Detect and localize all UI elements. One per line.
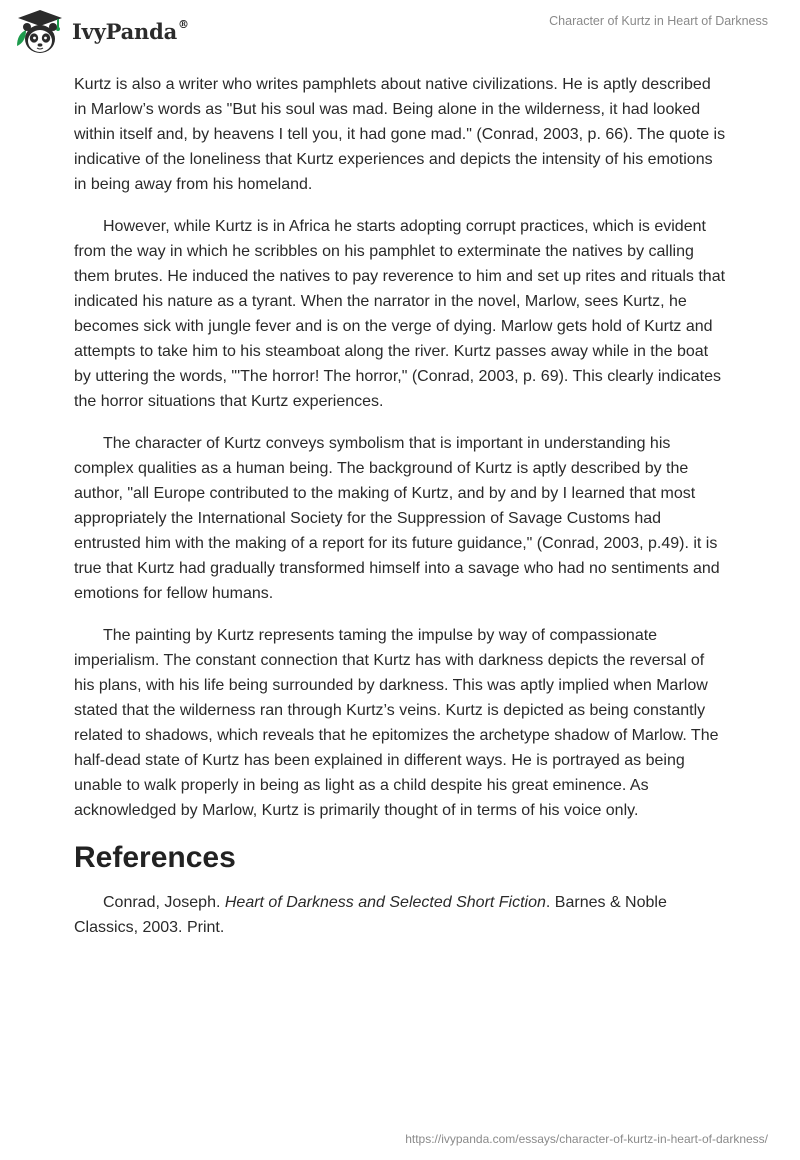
paragraph-1: Kurtz is also a writer who writes pamphlets about native civilizations. He is aptly described in Marlow’s words as "But his soul was mad. Being alone in the wilderness, it had looked within itself and, by heavens I tell you, it had gone mad." (Conrad, 2003, p. 66). The quote is indicative of the loneliness that Kurtz experiences and depicts the intensity of his emotions in being away from his homeland.	[74, 76, 726, 193]
essay-body	[74, 72, 726, 940]
registered-mark: ®	[178, 17, 189, 31]
reference-title: Heart of Darkness and Selected Short Fiction	[224, 894, 546, 911]
reference-entry	[74, 890, 726, 940]
panda-graduate-icon	[14, 8, 66, 56]
paragraph-3: The character of Kurtz conveys symbolism that is important in understanding his complex qualities as a human being. The background of Kurtz is aptly described by the author, "all Europe contributed to the making of Kurtz, and by and by I learned that most appropriately the International Society for the Suppression of Savage Customs had entrusted him with the making of a report for its future guidance," (Conrad, 2003, p.49). it is true that Kurtz had gradually transformed himself into a savage who had no sentiments and emotions for fellow humans.	[74, 435, 720, 602]
references-heading: References	[74, 841, 236, 874]
document-title: Character of Kurtz in Heart of Darkness	[549, 14, 768, 28]
page-header	[0, 0, 800, 64]
reference-author: Conrad, Joseph.	[103, 894, 225, 911]
source-url[interactable]: https://ivypanda.com/essays/character-of-kurtz-in-heart-of-darkness/	[405, 1132, 768, 1146]
paragraph-4: The painting by Kurtz represents taming the impulse by way of compassionate imperialism. The constant connection that Kurtz has with darkness depicts the reversal of his plans, with his life being surrounded by darkness. This was aptly implied when Marlow stated that the wilderness ran through Kurtz’s veins. Kurtz is depicted as being constantly related to shadows, which reveals that he epitomizes the archetype shadow of Marlow. The half-dead state of Kurtz has been explained in different ways. He is portrayed as being unable to walk properly in being as light as a child despite his great eminence. As acknowledged by Marlow, Kurtz is primarily thought of in terms of his voice only.	[74, 627, 719, 819]
reference-publisher: . Barnes & Noble Classics, 2003. Print.	[74, 894, 667, 936]
paragraph-2: However, while Kurtz is in Africa he starts adopting corrupt practices, which is evident from the way in which he scribbles on his pamphlet to exterminate the natives by calling them brutes. He induced the natives to pay reverence to him and set up rites and rituals that indicated his nature as a tyrant. When the narrator in the novel, Marlow, sees Kurtz, he becomes sick with jungle fever and is on the verge of dying. Marlow gets hold of Kurtz and attempts to take him to his steamboat along the river. Kurtz passes away while in the boat by uttering the words, "'The horror! The horror," (Conrad, 2003, p. 69). This clearly indicates the horror situations that Kurtz experiences.	[74, 218, 726, 410]
ivypanda-logo[interactable]	[14, 8, 189, 56]
brand-name: IvyPanda®	[72, 17, 189, 44]
